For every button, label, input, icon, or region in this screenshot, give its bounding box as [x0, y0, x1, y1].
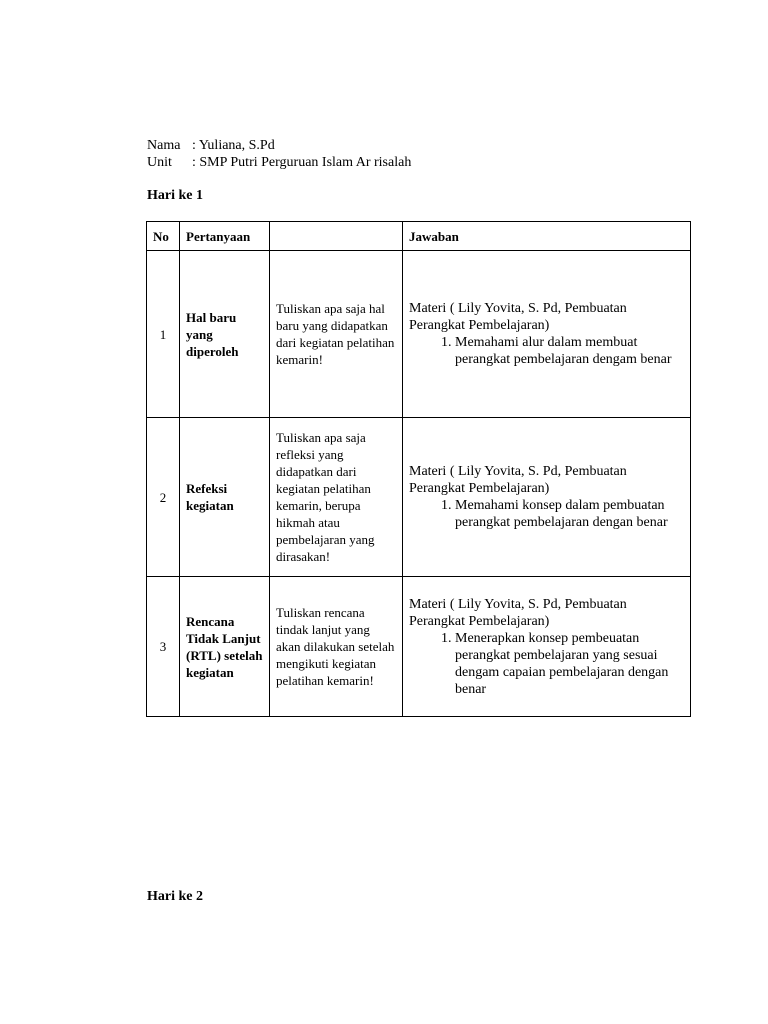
answer-item: 1. Menerapkan konsep pembeuatan perangkat pembelajaran yang sesuai dengam capaian pembelajaran dengan benar — [455, 630, 684, 698]
answer-item: 1. Memahami alur dalam membuat perangkat pembelajaran dengam benar — [455, 334, 684, 368]
answer-intro: Materi ( Lily Yovita, S. Pd, Pembuatan Perangkat Pembelajaran) — [409, 596, 627, 629]
answer-list — [409, 334, 684, 368]
row-prompt: Tuliskan apa saja refleksi yang didapatkan dari kegiatan pelatihan kemarin, berupa hikmah atau pembelajaran yang dirasakan! — [270, 418, 403, 577]
row-answer — [403, 418, 691, 577]
name-label: Nama — [147, 138, 181, 153]
table-row — [147, 577, 691, 717]
table-row — [147, 418, 691, 577]
header-blank — [270, 222, 403, 251]
row-answer — [403, 251, 691, 418]
unit-label: Unit — [147, 155, 172, 170]
header-question: Pertanyaan — [180, 222, 270, 251]
row-topic: Hal baru yang diperoleh — [180, 251, 270, 418]
answer-intro: Materi ( Lily Yovita, S. Pd, Pembuatan Perangkat Pembelajaran) — [409, 301, 627, 333]
answer-intro: Materi ( Lily Yovita, S. Pd, Pembuatan Perangkat Pembelajaran) — [409, 464, 627, 496]
answer-item: 1. Memahami konsep dalam pembuatan perangkat pembelajaran dengan benar — [455, 497, 684, 531]
reflection-table — [146, 221, 691, 717]
name-row — [147, 137, 411, 154]
table-row — [147, 251, 691, 418]
day1-heading: Hari ke 1 — [147, 188, 203, 203]
unit-row — [147, 154, 411, 171]
answer-list — [409, 497, 684, 531]
answer-list — [409, 630, 684, 698]
row-number: 2 — [147, 418, 180, 577]
header-no: No — [147, 222, 180, 251]
row-topic: Refeksi kegiatan — [180, 418, 270, 577]
name-value: : Yuliana, S.Pd — [192, 138, 275, 153]
row-prompt: Tuliskan apa saja hal baru yang didapatkan dari kegiatan pelatihan kemarin! — [270, 251, 403, 418]
row-prompt: Tuliskan rencana tindak lanjut yang akan dilakukan setelah mengikuti kegiatan pelatihan kemarin! — [270, 577, 403, 717]
day2-heading: Hari ke 2 — [147, 889, 203, 904]
unit-value: : SMP Putri Perguruan Islam Ar risalah — [192, 155, 412, 170]
row-number: 3 — [147, 577, 180, 717]
header-answer: Jawaban — [403, 222, 691, 251]
row-topic: Rencana Tidak Lanjut (RTL) setelah kegiatan — [180, 577, 270, 717]
identity-block — [147, 137, 411, 171]
table-header-row — [147, 222, 691, 251]
row-answer — [403, 577, 691, 717]
row-number: 1 — [147, 251, 180, 418]
